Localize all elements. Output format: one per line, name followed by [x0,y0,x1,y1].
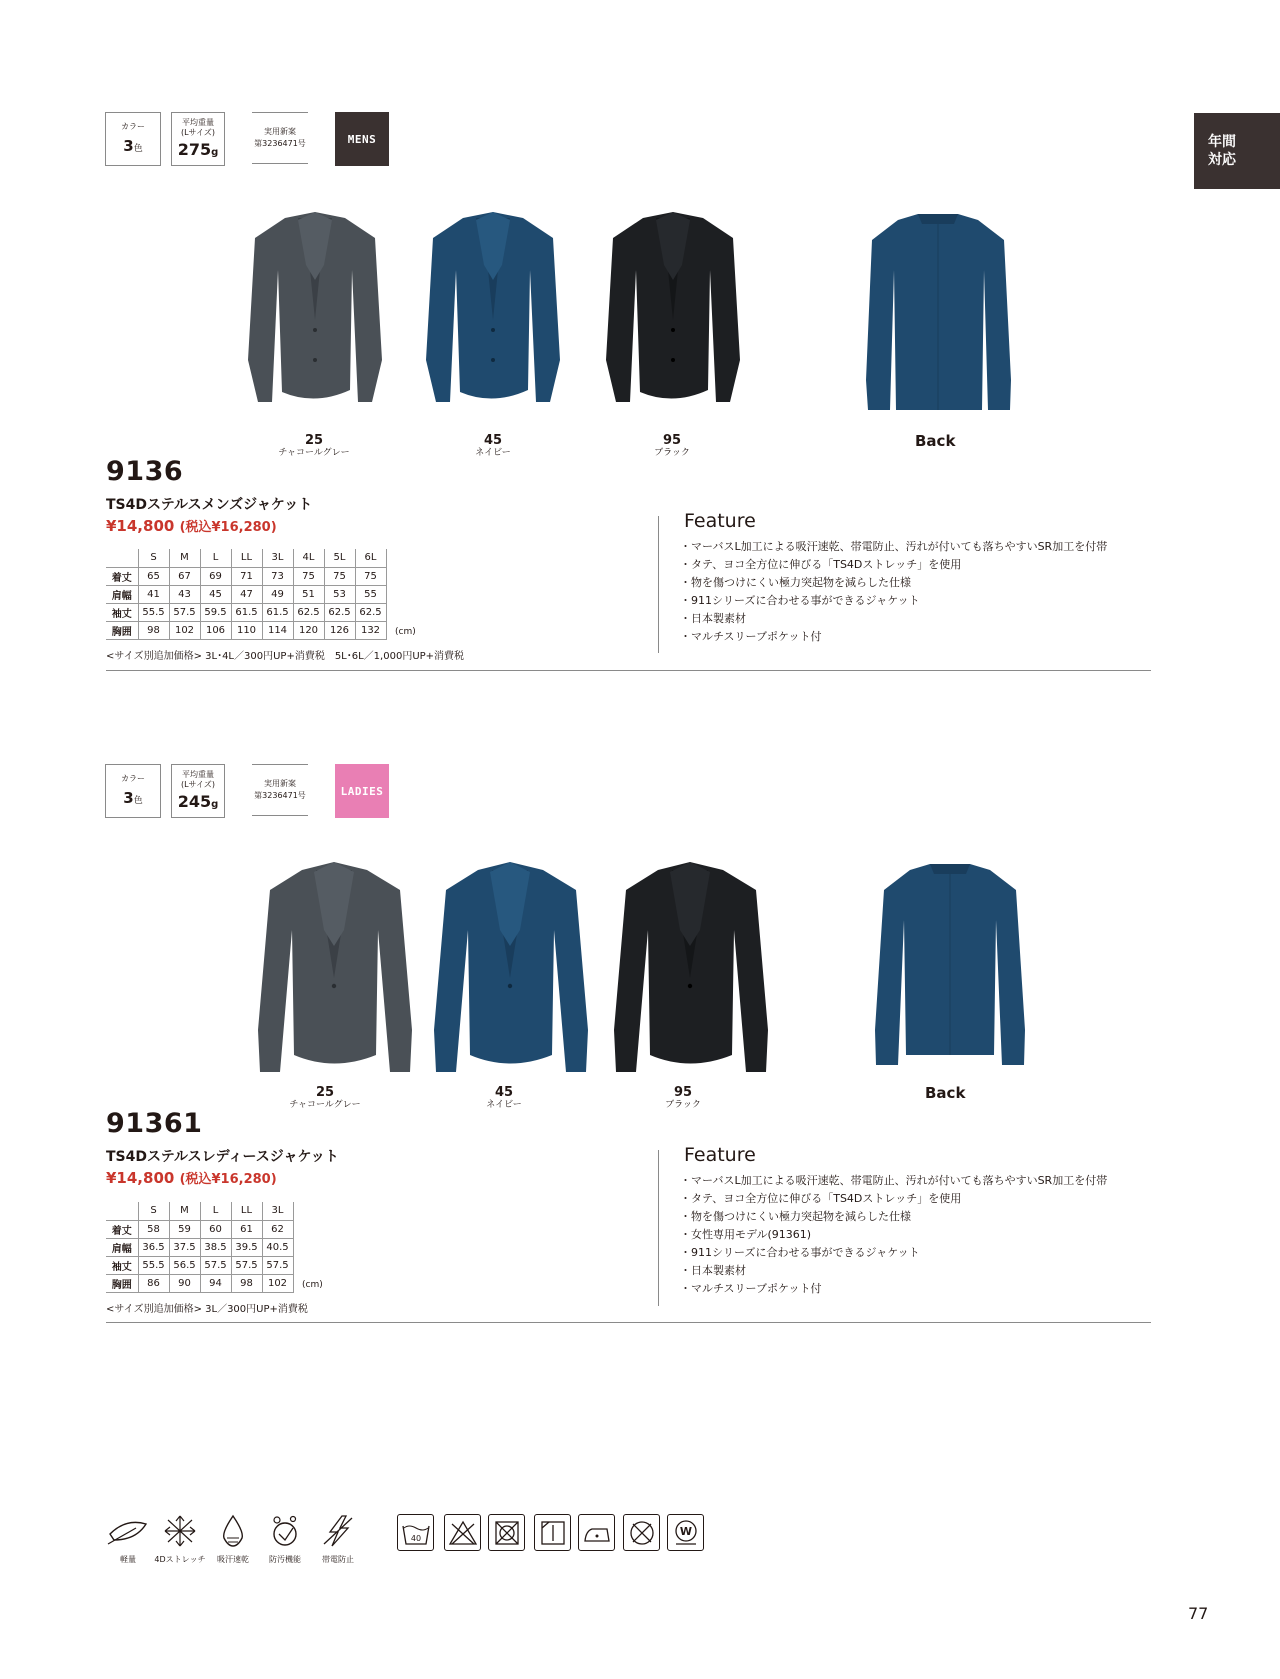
size-price-note: <サイズ別追加価格> 3L･4L／300円UP+消費税 5L･6L／1,000円UP+消費税 [106,651,465,662]
weight-value: 275g [177,140,219,159]
color-count-label: カラー [121,774,145,783]
season-tab-line2: 対応 [1208,152,1236,168]
color-code-navy [444,1086,564,1111]
weight-box [171,764,225,818]
no-tumble-dry-icon [488,1514,525,1551]
size-value: 45 [200,585,231,603]
size-value: 98 [231,1274,262,1292]
size-value: 62.5 [324,603,355,621]
function-label: 吸汗速乾 [217,1555,249,1564]
back-label: Back [925,1084,966,1102]
size-value: 55.5 [138,1256,169,1274]
feature-item: ・日本製素材 [680,1264,746,1277]
feature-item: ・マルチスリーブポケット付 [680,1282,822,1295]
row-label: 袖丈 [106,603,138,621]
product-number: 9136 [106,456,184,487]
feature-list [680,538,1107,646]
size-value: 62.5 [293,603,324,621]
page-number: 77 [1188,1604,1209,1623]
size-value: 69 [200,567,231,585]
color-code-name: チャコールグレー [289,1100,361,1110]
size-header: M [169,1202,200,1220]
weight-label: 平均重量 [182,770,214,779]
patent-label: 実用新案 [264,127,296,136]
weight-box [171,112,225,166]
row-label: 袖丈 [106,1256,138,1274]
size-value: 73 [262,567,293,585]
patent-label: 実用新案 [264,779,296,788]
size-header: 4L [293,549,324,567]
color-code-number: 95 [662,433,682,448]
size-header: LL [231,1202,262,1220]
size-value: 61 [231,1220,262,1238]
color-count-box [105,112,161,166]
size-value: 57.5 [169,603,200,621]
jacket-image-back [858,210,1018,415]
size-table-corner [106,1202,138,1220]
color-count-label: カラー [121,122,145,131]
section-divider [106,670,1151,671]
row-label: 肩幅 [106,1238,138,1256]
feature-item: ・日本製素材 [680,612,746,625]
mens-badge: MENS [335,112,389,166]
product-number: 91361 [106,1108,203,1139]
color-code-black [623,1086,743,1111]
size-value: 55 [355,585,386,603]
size-value: 102 [262,1274,293,1292]
jacket-image-black [598,210,748,410]
no-dry-clean-icon [623,1514,660,1551]
size-value: 98 [138,621,169,639]
size-header: LL [231,549,262,567]
color-code-name: ブラック [654,448,690,458]
size-value: 57.5 [200,1256,231,1274]
size-unit: (cm) [395,627,416,637]
feature-item: ・マーバスL加工による吸汗速乾、帯電防止、汚れが付いても落ちやすいSR加工を付帯 [680,540,1108,553]
function-label: 防汚機能 [269,1555,301,1564]
size-value: 36.5 [138,1238,169,1256]
size-value: 61.5 [262,603,293,621]
color-code-number: 25 [315,1085,335,1100]
jacket-image-charcoal [252,860,417,1080]
table-row [106,1220,293,1238]
color-code-black [612,434,732,459]
size-header: L [200,1202,231,1220]
size-value: 51 [293,585,324,603]
size-header: 6L [355,549,386,567]
size-unit: (cm) [302,1280,323,1290]
table-row [106,1274,293,1292]
size-value: 60 [200,1220,231,1238]
size-value: 57.5 [262,1256,293,1274]
size-value: 41 [138,585,169,603]
price [106,516,277,535]
jacket-image-navy [418,210,568,410]
color-code-number: 25 [304,433,324,448]
size-value: 71 [231,567,262,585]
feature-item: ・物を傷つけにくい極力突起物を減らした仕様 [680,1210,911,1223]
color-code-number: 45 [483,433,503,448]
function-label: 軽量 [120,1555,136,1564]
section-divider [106,1322,1151,1323]
ladies-badge: LADIES [335,764,389,818]
price-with-tax: (税込¥16,280) [179,1172,277,1187]
feature-item: ・タテ、ヨコ全方位に伸びる「TS4Dストレッチ」を使用 [680,558,962,571]
color-code-navy [433,434,553,459]
size-value: 62 [262,1220,293,1238]
product-name: TS4Dステルスメンズジャケット [106,497,313,513]
season-tab-line1: 年間 [1208,134,1236,150]
size-value: 65 [138,567,169,585]
size-value: 61.5 [231,603,262,621]
row-label: 肩幅 [106,585,138,603]
size-header: M [169,549,200,567]
color-code-number: 95 [673,1085,693,1100]
section-divider-vertical [658,1150,659,1306]
price-with-tax: (税込¥16,280) [179,520,277,535]
weight-label: 平均重量 [182,118,214,127]
feature-item: ・女性専用モデル(91361) [680,1228,812,1241]
table-row [106,621,386,639]
weight-size: (Lサイズ) [180,780,216,789]
size-value: 94 [200,1274,231,1292]
weight-size: (Lサイズ) [180,128,216,137]
size-value: 59.5 [200,603,231,621]
jacket-image-charcoal [240,210,390,410]
size-table-corner [106,549,138,567]
size-value: 58 [138,1220,169,1238]
function-label: 帯電防止 [322,1555,354,1564]
size-value: 75 [355,567,386,585]
feature-item: ・物を傷つけにくい極力突起物を減らした仕様 [680,576,911,589]
color-code-name: チャコールグレー [278,448,350,458]
function-label: 4Dストレッチ [154,1555,206,1564]
size-table [106,549,387,640]
patent-number: 第3236471号 [254,791,306,800]
table-row [106,603,386,621]
jacket-image-black [608,860,773,1080]
iron-low-icon [578,1514,615,1551]
table-row [106,1238,293,1256]
feature-item: ・マーバスL加工による吸汗速乾、帯電防止、汚れが付いても落ちやすいSR加工を付帯 [680,1174,1108,1187]
stain-guard-icon [257,1514,313,1565]
wash-40-icon [397,1514,434,1551]
feature-item: ・マルチスリーブポケット付 [680,630,822,643]
size-value: 59 [169,1220,200,1238]
size-header: 5L [324,549,355,567]
season-tab [1194,113,1280,189]
table-row [106,585,386,603]
color-code-charcoal [254,434,374,459]
color-count-value: 3色 [123,789,143,807]
size-value: 55.5 [138,603,169,621]
size-value: 67 [169,567,200,585]
patent-box [252,764,308,816]
size-value: 110 [231,621,262,639]
stretch-arrows-icon [152,1514,208,1565]
row-label: 胸囲 [106,621,138,639]
price-value: ¥14,800 [106,517,175,535]
wet-clean-letter: W [679,1524,692,1538]
weight-value: 245g [177,792,219,811]
feature-list [680,1172,1107,1298]
drip-dry-icon [534,1514,571,1551]
size-header: 3L [262,1202,293,1220]
size-price-note: <サイズ別追加価格> 3L／300円UP+消費税 [106,1304,308,1315]
patent-box [252,112,308,164]
size-value: 86 [138,1274,169,1292]
feature-item: ・911シリーズに合わせる事ができるジャケット [680,1246,920,1259]
feature-item: ・タテ、ヨコ全方位に伸びる「TS4Dストレッチ」を使用 [680,1192,962,1205]
feature-title: Feature [684,1144,756,1166]
size-header: 3L [262,549,293,567]
size-header: S [138,549,169,567]
size-value: 53 [324,585,355,603]
size-value: 38.5 [200,1238,231,1256]
antistatic-icon [310,1514,366,1565]
size-value: 56.5 [169,1256,200,1274]
wet-clean-icon [667,1514,704,1551]
size-value: 102 [169,621,200,639]
size-value: 43 [169,585,200,603]
feather-icon [100,1514,156,1565]
jacket-image-back [870,860,1030,1070]
size-value: 40.5 [262,1238,293,1256]
size-value: 114 [262,621,293,639]
feature-title: Feature [684,510,756,532]
price [106,1168,277,1187]
size-value: 75 [324,567,355,585]
color-code-name: ネイビー [486,1100,522,1110]
size-value: 57.5 [231,1256,262,1274]
size-header: L [200,549,231,567]
back-label: Back [915,432,956,450]
section-divider-vertical [658,516,659,653]
size-table [106,1202,294,1293]
table-row [106,1256,293,1274]
color-code-name: ブラック [665,1100,701,1110]
row-label: 胸囲 [106,1274,138,1292]
size-value: 75 [293,567,324,585]
size-value: 47 [231,585,262,603]
size-value: 62.5 [355,603,386,621]
feature-item: ・911シリーズに合わせる事ができるジャケット [680,594,920,607]
size-value: 132 [355,621,386,639]
patent-number: 第3236471号 [254,139,306,148]
size-header: S [138,1202,169,1220]
product-name: TS4Dステルスレディースジャケット [106,1149,339,1165]
size-value: 120 [293,621,324,639]
price-value: ¥14,800 [106,1169,175,1187]
size-value: 126 [324,621,355,639]
no-bleach-icon [444,1514,481,1551]
drop-icon [205,1514,261,1565]
color-count-box [105,764,161,818]
size-value: 106 [200,621,231,639]
color-code-number: 45 [494,1085,514,1100]
row-label: 着丈 [106,567,138,585]
color-code-charcoal [265,1086,385,1111]
jacket-image-navy [428,860,593,1080]
size-value: 90 [169,1274,200,1292]
size-value: 49 [262,585,293,603]
size-value: 37.5 [169,1238,200,1256]
color-code-name: ネイビー [475,448,511,458]
row-label: 着丈 [106,1220,138,1238]
wash-temperature: 40 [410,1533,421,1543]
color-count-value: 3色 [123,137,143,155]
size-value: 39.5 [231,1238,262,1256]
table-row [106,567,386,585]
